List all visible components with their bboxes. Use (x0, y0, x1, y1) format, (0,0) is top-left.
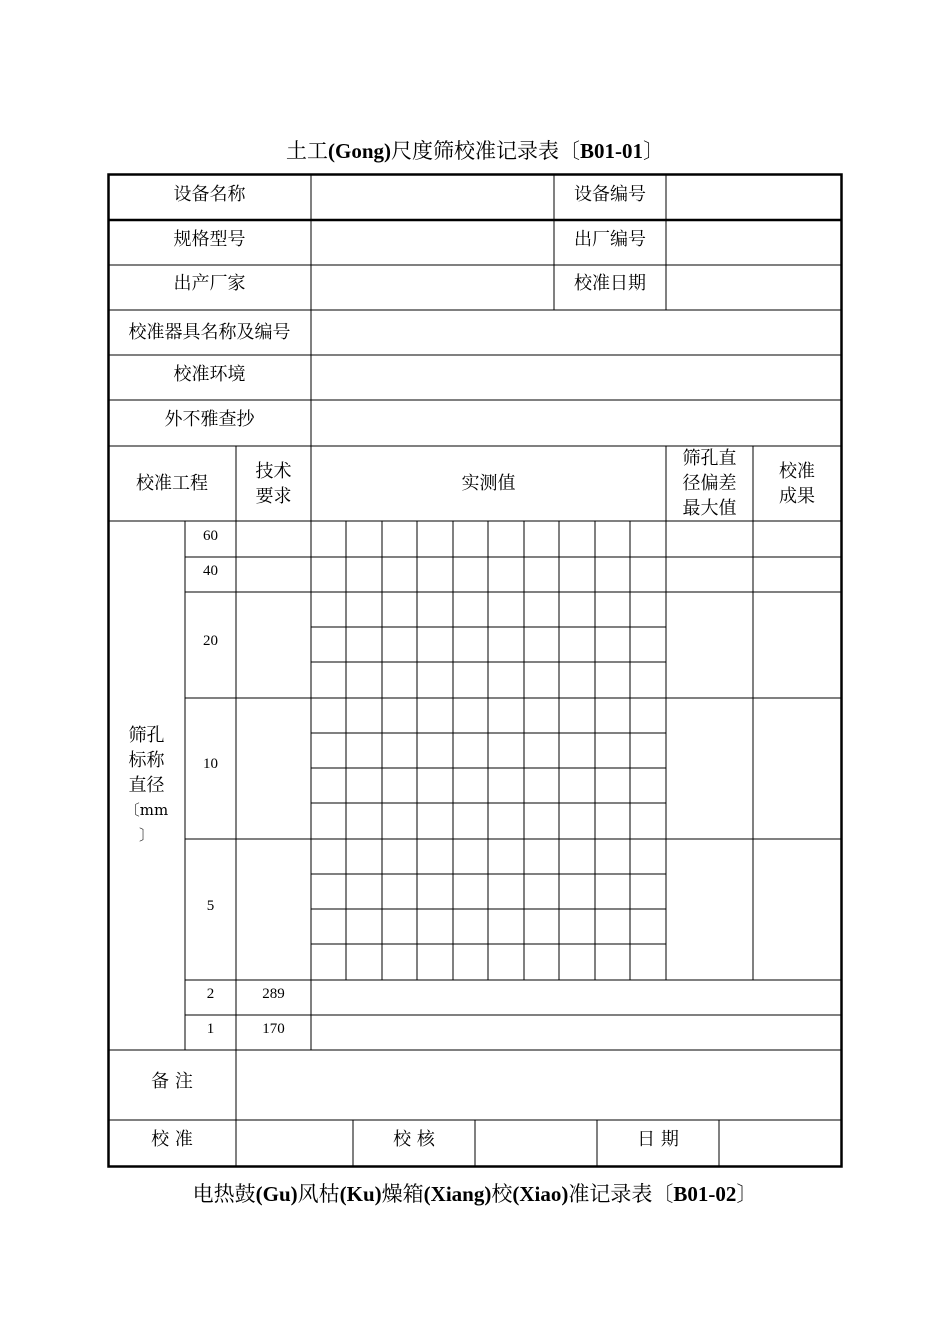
model-field[interactable] (311, 220, 554, 265)
remarks-field[interactable] (236, 1050, 841, 1120)
diameter-60: 60 (203, 527, 218, 544)
calibrate-field[interactable] (236, 1120, 353, 1166)
manufacturer-label: 出产厂家 (173, 272, 246, 294)
diameter-20: 20 (203, 632, 218, 649)
environment-label: 校准环境 (173, 363, 246, 385)
sieve-diameter-label: 筛孔 标称 直径 〔mm 〕 (124, 724, 169, 844)
tech-req-2: 289 (262, 985, 285, 1002)
manufacturer-field[interactable] (311, 265, 554, 310)
remarks-label: 备 注 (151, 1070, 193, 1092)
max-deviation-header: 筛孔直 径偏差 最大值 (682, 448, 737, 519)
date-label: 日 期 (637, 1128, 679, 1150)
diameter-10: 10 (203, 755, 218, 772)
device-no-label: 设备编号 (574, 183, 646, 205)
appearance-field[interactable] (311, 400, 841, 446)
environment-field[interactable] (311, 355, 841, 400)
date-field[interactable] (719, 1120, 841, 1166)
instrument-label: 校准器具名称及编号 (128, 322, 291, 343)
diameter-5: 5 (206, 897, 215, 914)
calib-date-label: 校准日期 (574, 272, 646, 294)
calib-date-field[interactable] (666, 265, 841, 310)
diameter-40: 40 (203, 563, 218, 579)
appearance-label: 外不雅查抄 (164, 408, 255, 430)
document-title: 土工(Gong)尺度筛校准记录表〔B01-01〕 (286, 139, 664, 163)
next-table-title: 电热鼓(Gu)风枯(Ku)燥箱(Xiang)校(Xiao)准记录表〔B01-02〕 (192, 1182, 758, 1206)
tech-req-header: 技术 要求 (255, 460, 292, 507)
tech-req-1: 170 (262, 1020, 285, 1037)
diameter-2: 2 (206, 985, 215, 1002)
check-field[interactable] (475, 1120, 597, 1166)
item-header: 校准工程 (136, 473, 208, 494)
result-header: 校准 成果 (779, 460, 815, 507)
calibrate-label: 校 准 (151, 1128, 193, 1150)
device-no-field[interactable] (666, 174, 841, 220)
check-label: 校 核 (393, 1128, 435, 1150)
device-name-label: 设备名称 (173, 183, 246, 205)
diameter-1: 1 (206, 1020, 215, 1037)
factory-no-label: 出厂编号 (574, 228, 646, 250)
model-label: 规格型号 (173, 228, 246, 250)
device-name-field[interactable] (311, 174, 554, 220)
measured-header: 实测值 (461, 473, 516, 494)
instrument-field[interactable] (311, 310, 841, 355)
factory-no-field[interactable] (666, 220, 841, 265)
